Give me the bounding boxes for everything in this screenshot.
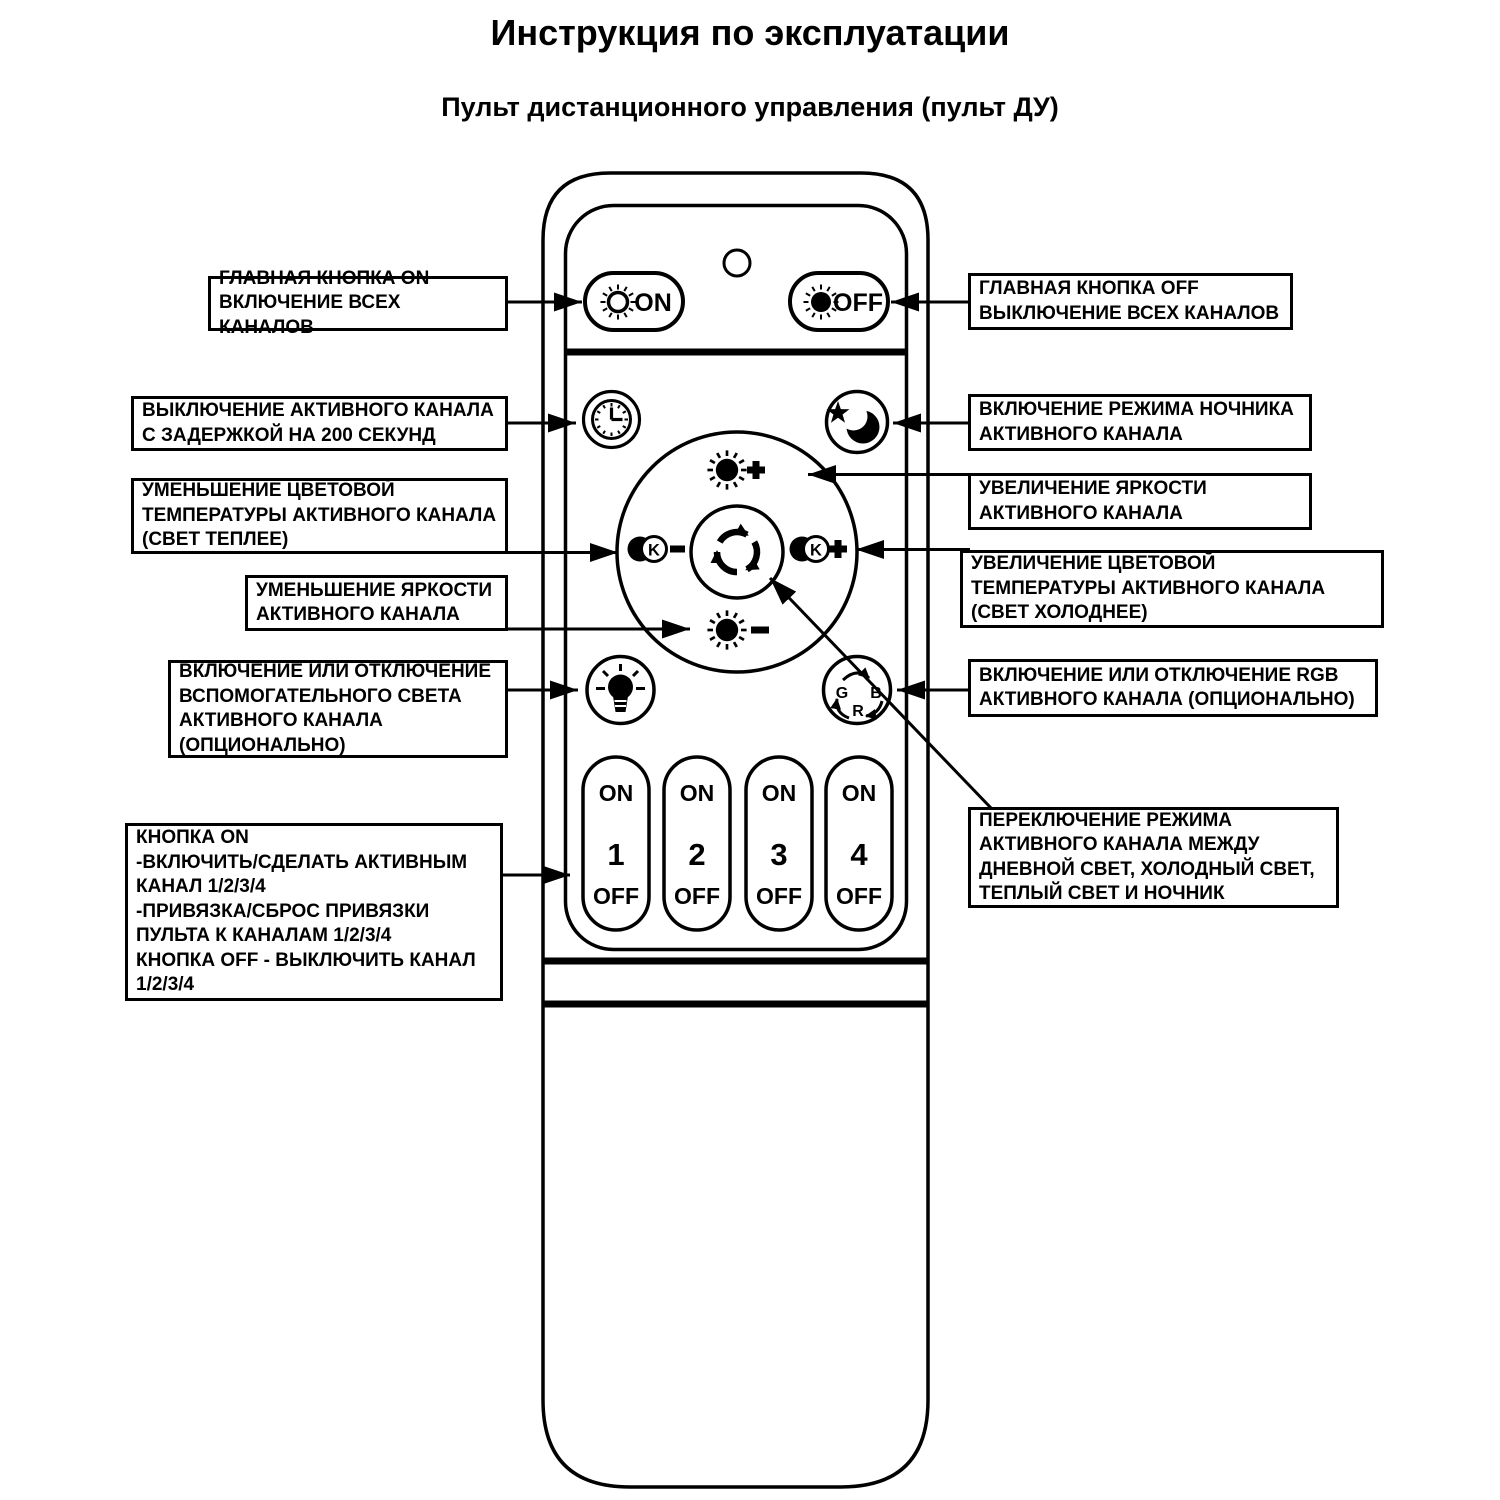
minus-icon xyxy=(751,627,769,634)
color-temp-cool-icon xyxy=(790,537,829,562)
channel-off-label: OFF xyxy=(674,883,720,909)
main-on-label: ON xyxy=(634,289,672,317)
channel-off-label: OFF xyxy=(756,883,802,909)
main-off-button xyxy=(790,273,888,330)
callout-brightness-down: УМЕНЬШЕНИЕ ЯРКОСТИ АКТИВНОГО КАНАЛА xyxy=(245,575,508,631)
rgb-r-letter: R xyxy=(852,703,864,720)
channel-off-label: OFF xyxy=(836,883,882,909)
night-mode-button xyxy=(827,392,888,453)
channel-number: 4 xyxy=(850,837,868,872)
page-title: Инструкция по эксплуатации xyxy=(490,12,1010,53)
channel-number: 1 xyxy=(607,837,625,872)
channel-number: 3 xyxy=(770,837,788,872)
channel-4-button xyxy=(826,757,892,930)
callout-night-mode: ВКЛЮЧЕНИЕ РЕЖИМА НОЧНИКА АКТИВНОГО КАНАЛА xyxy=(968,394,1312,451)
minus-icon xyxy=(670,546,685,553)
rgb-b-letter: B xyxy=(870,685,882,702)
callout-channel-buttons: КНОПКА ON -ВКЛЮЧИТЬ/СДЕЛАТЬ АКТИВНЫМ КАНАЛ 1/2/3/4 -ПРИВЯЗКА/СБРОС ПРИВЯЗКИ ПУЛЬТА К КАНАЛАМ 1/2/3/4 КНОПКА OFF - ВЫКЛЮЧИТЬ КАНАЛ 1/2/3/4 xyxy=(125,823,503,1001)
clock-icon xyxy=(593,401,631,439)
aux-light-button xyxy=(587,657,654,724)
callout-aux-light: ВКЛЮЧЕНИЕ ИЛИ ОТКЛЮЧЕНИЕ ВСПОМОГАТЕЛЬНОГО СВЕТА АКТИВНОГО КАНАЛА (ОПЦИОНАЛЬНО) xyxy=(168,660,508,758)
channel-on-label: ON xyxy=(598,780,634,806)
callout-brightness-up: УВЕЛИЧЕНИЕ ЯРКОСТИ АКТИВНОГО КАНАЛА xyxy=(968,473,1312,530)
callout-main-off: ГЛАВНАЯ КНОПКА OFF ВЫКЛЮЧЕНИЕ ВСЕХ КАНАЛОВ xyxy=(968,273,1293,330)
channel-3-button xyxy=(746,757,812,930)
callout-mode-switch: ПЕРЕКЛЮЧЕНИЕ РЕЖИМА АКТИВНОГО КАНАЛА МЕЖДУ ДНЕВНОЙ СВЕТ, ХОЛОДНЫЙ СВЕТ, ТЕПЛЫЙ СВЕТ И НОЧНИК xyxy=(968,807,1339,908)
callout-main-on: ГЛАВНАЯ КНОПКА ON ВКЛЮЧЕНИЕ ВСЕХ КАНАЛОВ xyxy=(208,276,508,331)
page-subtitle: Пульт дистанционного управления (пульт ДУ) xyxy=(441,92,1059,122)
channel-1-button xyxy=(583,757,649,930)
color-temp-warm-icon xyxy=(628,537,667,562)
channel-on-label: ON xyxy=(679,780,715,806)
main-off-label: OFF xyxy=(833,289,883,317)
color-temp-cool-button xyxy=(790,537,848,562)
main-on-button xyxy=(585,273,683,330)
callout-temp-warm: УМЕНЬШЕНИЕ ЦВЕТОВОЙ ТЕМПЕРАТУРЫ АКТИВНОГО КАНАЛА (СВЕТ ТЕПЛЕЕ) xyxy=(131,478,508,554)
callout-off-delay: ВЫКЛЮЧЕНИЕ АКТИВНОГО КАНАЛА С ЗАДЕРЖКОЙ НА 200 СЕКУНД xyxy=(131,396,508,451)
timer-button xyxy=(584,392,640,448)
led-indicator xyxy=(724,250,750,276)
callout-rgb: ВКЛЮЧЕНИЕ ИЛИ ОТКЛЮЧЕНИЕ RGB АКТИВНОГО КАНАЛА (ОПЦИОНАЛЬНО) xyxy=(968,659,1378,717)
callout-temp-cool: УВЕЛИЧЕНИЕ ЦВЕТОВОЙ ТЕМПЕРАТУРЫ АКТИВНОГО КАНАЛА (СВЕТ ХОЛОДНЕЕ) xyxy=(960,550,1384,628)
rgb-g-letter: G xyxy=(835,685,849,702)
channel-number: 2 xyxy=(688,837,706,872)
channel-on-label: ON xyxy=(761,780,797,806)
channel-off-label: OFF xyxy=(593,883,639,909)
channel-on-label: ON xyxy=(841,780,877,806)
dpad xyxy=(617,432,857,672)
channel-2-button xyxy=(664,757,730,930)
k-letter: K xyxy=(648,541,660,560)
k-letter: K xyxy=(810,541,822,560)
